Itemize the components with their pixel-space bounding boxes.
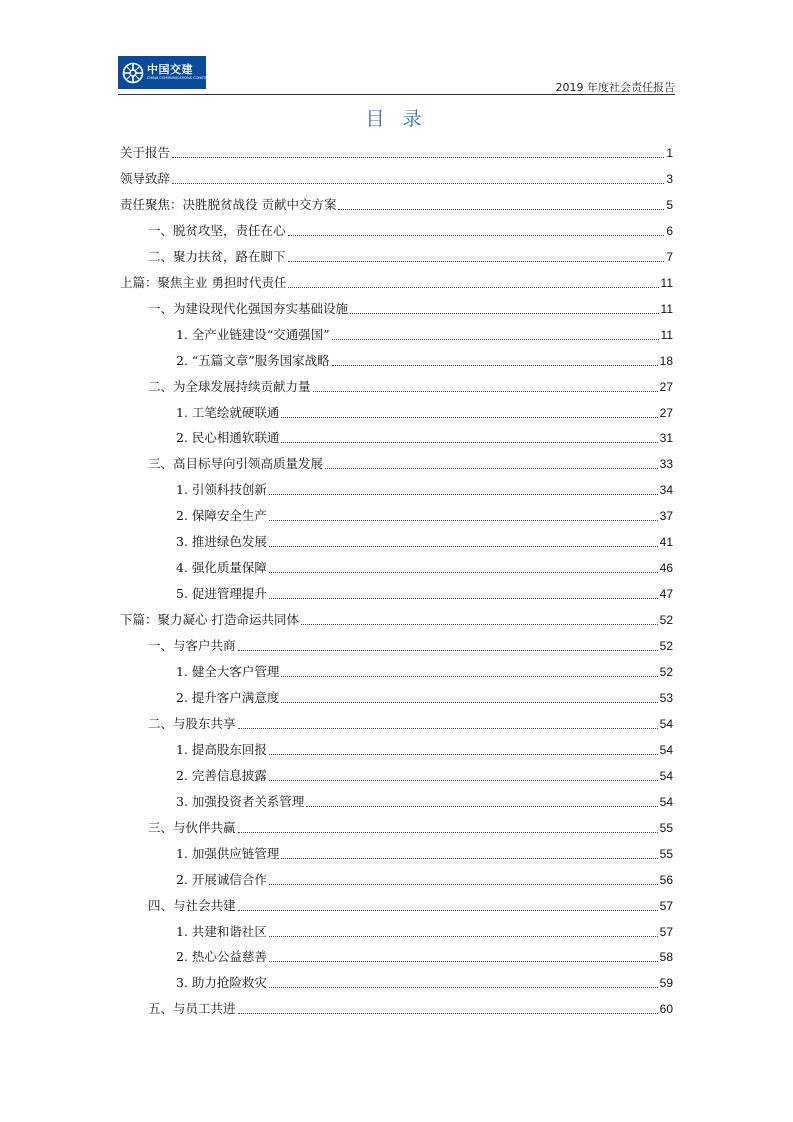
toc-dot-leader <box>313 390 658 392</box>
toc-entry-label: 一、脱贫攻坚，责任在心 <box>148 222 286 238</box>
toc-entry[interactable] <box>120 555 673 575</box>
toc-entry[interactable] <box>120 374 673 394</box>
toc-entry-page-number: 6 <box>666 223 673 238</box>
toc-dot-leader <box>301 623 658 625</box>
toc-dot-leader <box>332 364 658 366</box>
toc-entry-page-number: 60 <box>659 1002 673 1017</box>
toc-dot-leader <box>269 493 658 495</box>
toc-entry-label: 2. “五篇文章”服务国家战略 <box>176 352 330 368</box>
toc-entry-page-number: 52 <box>659 639 673 654</box>
toc-entry-label: 3. 推进绿色发展 <box>176 534 267 550</box>
toc-entry-page-number: 27 <box>659 405 673 420</box>
toc-entry-label: 3. 加强投资者关系管理 <box>176 793 305 809</box>
toc-entry-label: 1. 引领科技创新 <box>176 482 267 498</box>
toc-entry-label: 一、与客户共商 <box>148 638 236 654</box>
toc-entry[interactable] <box>120 815 673 835</box>
toc-dot-leader <box>269 935 658 937</box>
toc-heading: 目 录 <box>365 108 428 130</box>
toc-dot-leader <box>269 545 658 547</box>
toc-entry-label: 3. 助力抢险救灾 <box>176 975 267 991</box>
toc-entry-label: 下篇：聚力凝心 打造命运共同体 <box>120 612 299 628</box>
toc-entry[interactable] <box>120 970 673 990</box>
toc-entry-label: 2. 完善信息披露 <box>176 767 267 783</box>
toc-entry[interactable] <box>120 425 673 445</box>
toc-dot-leader <box>350 312 659 314</box>
toc-dot-leader <box>172 182 664 184</box>
toc-entry-page-number: 54 <box>659 768 673 783</box>
toc-entry-label: 四、与社会共建 <box>148 897 236 913</box>
toc-dot-leader <box>269 960 658 962</box>
toc-entry-label: 二、为全球发展持续贡献力量 <box>148 378 311 394</box>
toc-entry-page-number: 47 <box>659 587 673 602</box>
toc-dot-leader <box>269 883 658 885</box>
toc-entry-page-number: 52 <box>659 613 673 628</box>
toc-entry-label: 4. 强化质量保障 <box>176 560 267 576</box>
ccc-emblem-icon <box>122 62 144 84</box>
toc-dot-leader <box>269 571 658 573</box>
header-divider <box>118 94 675 95</box>
toc-dot-leader <box>281 441 657 443</box>
toc-entry[interactable] <box>120 270 673 290</box>
toc-entry[interactable] <box>120 607 673 627</box>
toc-entry[interactable] <box>120 659 673 679</box>
toc-entry-label: 2. 热心公益慈善 <box>176 949 267 965</box>
toc-entry-page-number: 54 <box>659 794 673 809</box>
toc-entry[interactable] <box>120 893 673 913</box>
toc-dot-leader <box>288 234 665 236</box>
toc-entry-label: 1. 共建和谐社区 <box>176 923 267 939</box>
toc-entry[interactable] <box>120 192 673 212</box>
toc-entry-page-number: 18 <box>659 353 673 368</box>
toc-dot-leader <box>238 649 658 651</box>
toc-entry-page-number: 11 <box>660 275 673 290</box>
toc-entry-page-number: 33 <box>659 457 673 472</box>
toc-dot-leader <box>238 1012 658 1014</box>
toc-entry[interactable] <box>120 841 673 861</box>
toc-entry-page-number: 3 <box>666 171 673 186</box>
toc-entry[interactable] <box>120 581 673 601</box>
toc-dot-leader <box>281 701 657 703</box>
toc-entry-label: 二、与股东共享 <box>148 715 236 731</box>
toc-entry-page-number: 41 <box>659 535 673 550</box>
toc-dot-leader <box>269 779 658 781</box>
toc-entry[interactable] <box>120 867 673 887</box>
toc-dot-leader <box>306 805 657 807</box>
toc-entry-label: 2. 保障安全生产 <box>176 508 267 524</box>
toc-entry-page-number: 1 <box>666 146 673 160</box>
page-header <box>118 56 675 96</box>
toc-entry[interactable] <box>120 685 673 705</box>
toc-dot-leader <box>269 753 658 755</box>
toc-entry-label: 三、与伙伴共赢 <box>148 819 236 835</box>
toc-entry[interactable] <box>120 996 673 1016</box>
company-logo <box>118 56 222 89</box>
toc-entry-page-number: 58 <box>659 950 673 965</box>
toc-entry-page-number: 53 <box>659 690 673 705</box>
toc-entry[interactable] <box>120 166 673 186</box>
toc-entry-page-number: 52 <box>659 665 673 679</box>
toc-dot-leader <box>269 986 658 988</box>
toc-entry[interactable] <box>120 348 673 368</box>
toc-entry-label: 5. 促进管理提升 <box>176 586 267 602</box>
toc-entry-page-number: 54 <box>659 742 673 757</box>
toc-entry[interactable] <box>120 737 673 757</box>
toc-entry[interactable] <box>120 296 673 316</box>
toc-entry[interactable] <box>120 244 673 264</box>
toc-entry[interactable] <box>120 140 673 160</box>
toc-entry-label: 2. 提升客户满意度 <box>176 689 280 705</box>
toc-entry-page-number: 7 <box>666 249 673 264</box>
toc-entry-label: 上篇：聚焦主业 勇担时代责任 <box>120 274 287 290</box>
toc-entry[interactable] <box>120 763 673 783</box>
toc-entry-page-number: 37 <box>659 509 673 524</box>
toc-entry-page-number: 56 <box>659 872 673 887</box>
toc-dot-leader <box>332 338 659 340</box>
toc-entry-label: 1. 全产业链建设“交通强国” <box>176 326 330 342</box>
toc-entry[interactable] <box>120 322 673 342</box>
toc-entry-page-number: 57 <box>659 924 673 939</box>
toc-dot-leader <box>269 597 658 599</box>
toc-entry-page-number: 59 <box>659 976 673 991</box>
toc-dot-leader <box>288 286 658 288</box>
toc-entry-label: 2. 开展诚信合作 <box>176 871 267 887</box>
toc-dot-leader <box>172 156 664 158</box>
toc-entry[interactable] <box>120 789 673 809</box>
toc-entry[interactable] <box>120 633 673 653</box>
logo-chinese-name: 中国交建 <box>147 63 193 77</box>
toc-entry-label: 三、高目标导向引领高质量发展 <box>148 456 324 472</box>
toc-dot-leader <box>325 467 658 469</box>
toc-entry-page-number: 55 <box>659 846 673 861</box>
toc-entry-page-number: 55 <box>659 820 673 835</box>
report-title: 2019 年度社会责任报告 <box>555 81 675 94</box>
toc-dot-leader <box>288 260 665 262</box>
toc-entry-page-number: 46 <box>659 561 673 576</box>
toc-entry-page-number: 57 <box>659 898 673 913</box>
toc-entry-label: 1. 工笔绘就硬联通 <box>176 404 280 420</box>
toc-entry[interactable] <box>120 529 673 549</box>
toc-entry[interactable] <box>120 503 673 523</box>
toc-entry-label: 1. 提高股东回报 <box>176 741 267 757</box>
toc-entry-label: 1. 健全大客户管理 <box>176 664 280 679</box>
toc-entry-page-number: 34 <box>659 483 673 498</box>
toc-entry-label: 关于报告 <box>120 145 171 160</box>
toc-dot-leader <box>281 416 657 418</box>
toc-entry-page-number: 11 <box>660 327 673 342</box>
toc-dot-leader <box>281 857 657 859</box>
logo-english-name: CHINA COMMUNICATIONS CONSTRUCTION <box>147 76 222 81</box>
toc-entry-label: 二、聚力扶贫，路在脚下 <box>148 248 286 264</box>
toc-entry-page-number: 5 <box>666 197 673 212</box>
toc-dot-leader <box>238 909 658 911</box>
toc-entry-label: 2. 民心相通软联通 <box>176 430 280 446</box>
toc-entry-label: 五、与员工共进 <box>148 1001 236 1017</box>
toc-entry[interactable] <box>120 711 673 731</box>
toc-dot-leader <box>338 208 664 210</box>
toc-entry[interactable] <box>120 218 673 238</box>
toc-dot-leader <box>281 675 657 677</box>
toc-entry-page-number: 11 <box>660 301 673 316</box>
toc-entry-label: 1. 加强供应链管理 <box>176 845 280 861</box>
toc-dot-leader <box>269 519 658 521</box>
toc-entry[interactable] <box>120 477 673 497</box>
toc-dot-leader <box>238 727 658 729</box>
toc-entry[interactable] <box>120 919 673 939</box>
toc-entry[interactable] <box>120 451 673 471</box>
toc-entry[interactable] <box>120 944 673 964</box>
toc-entry-label: 领导致辞 <box>120 170 171 186</box>
toc-entry-label: 责任聚焦：决胜脱贫战役 贡献中交方案 <box>120 196 337 212</box>
toc-dot-leader <box>238 831 658 833</box>
toc-entry-page-number: 54 <box>659 716 673 731</box>
toc-entry[interactable] <box>120 400 673 420</box>
toc-entry-page-number: 31 <box>659 431 673 446</box>
toc-entry-label: 一、为建设现代化强国夯实基础设施 <box>148 300 349 316</box>
toc-entry-page-number: 27 <box>659 379 673 394</box>
